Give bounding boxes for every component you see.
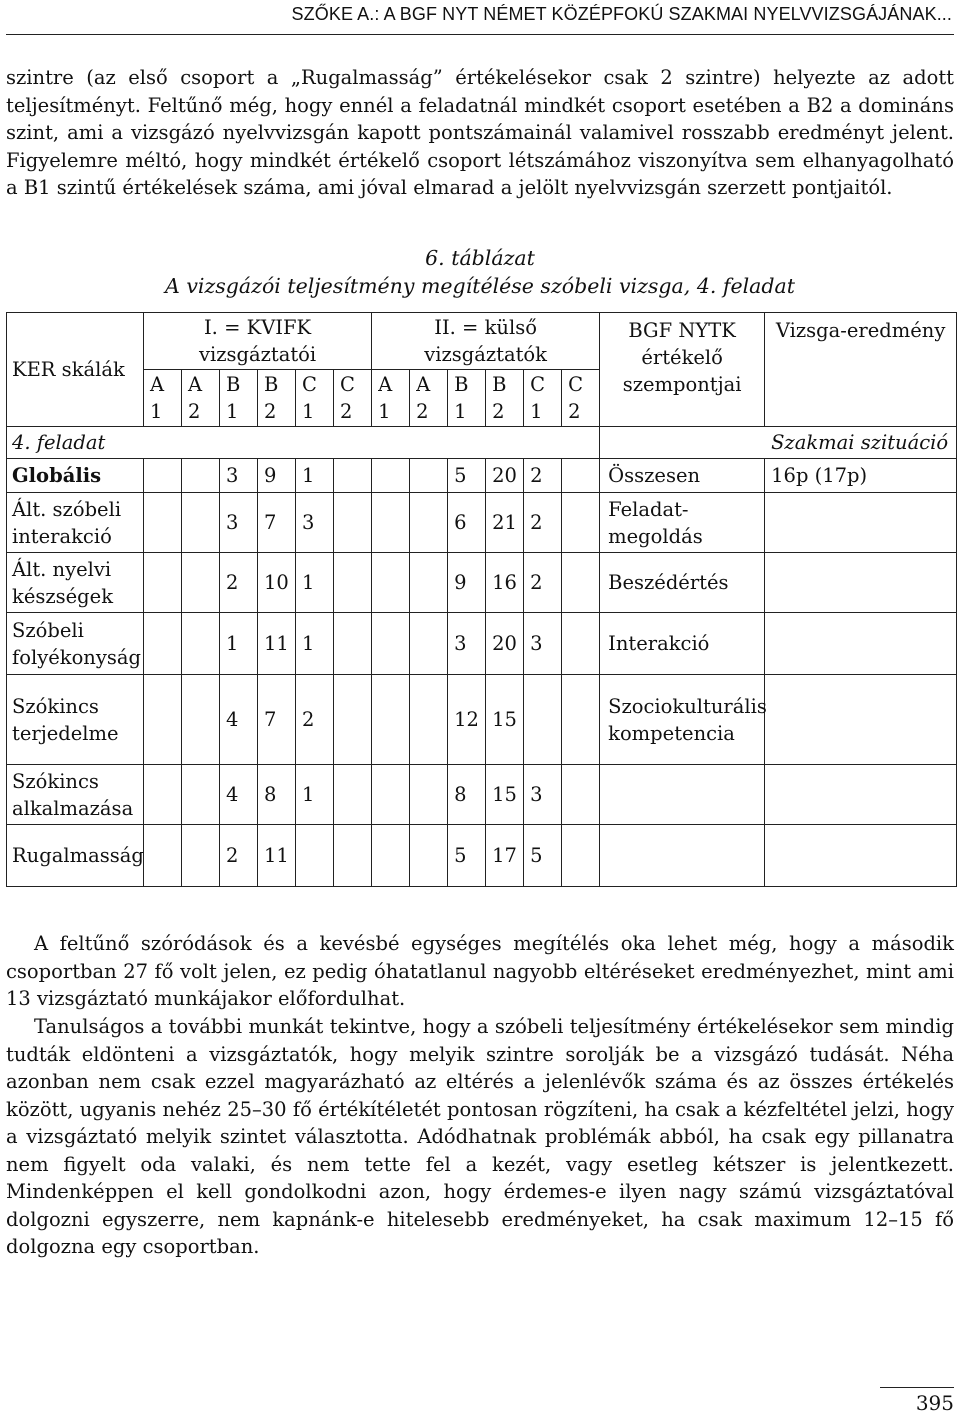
level-letter: B (454, 373, 469, 396)
value-cell (296, 825, 334, 887)
empty-cell (372, 765, 410, 825)
value-cell: 12 (448, 675, 486, 765)
result-cell (765, 825, 957, 887)
group2-header: II. = külső vizsgáztatók (372, 313, 600, 370)
value-cell: 4 (220, 675, 258, 765)
intro-paragraph: szintre (az első csoport a „Rugalmasság” értékelésekor csak 2 szintre) helyezte az adott teljesítményt. Feltűnő még, hogy ennél a feladatnál mindkét csoport esetében a B2 a domináns szint, ami a vizsgázó nyelvvizsgán kapott pontszámainál valamivel rosszabb eredményt jelent. Figyelemre méltó, hogy mindkét értékelő csoport létszámához viszonyítva sem elhanyagolható a B1 szintű értékelések száma, ami jóval elmarad a jelölt nyelvvizsgán szerzett pontjaitól. (6, 66, 954, 199)
value-cell: 2 (524, 553, 562, 613)
empty-cell (334, 553, 372, 613)
level-letter: A (150, 373, 165, 396)
level-header-cell (486, 370, 524, 427)
empty-cell (562, 553, 600, 613)
value-cell: 15 (486, 765, 524, 825)
level-letter: A (378, 373, 393, 396)
value-cell: 16 (486, 553, 524, 613)
value-cell: 3 (448, 613, 486, 675)
value-cell: 2 (220, 825, 258, 887)
table-row (7, 493, 957, 553)
empty-cell (562, 825, 600, 887)
value-cell: 5 (448, 825, 486, 887)
empty-cell (410, 825, 448, 887)
level-letter: B (264, 373, 279, 396)
value-cell: 7 (258, 493, 296, 553)
value-cell: 3 (220, 459, 258, 493)
page-number-rule (880, 1387, 954, 1388)
level-number: 2 (264, 400, 277, 423)
results-table (6, 312, 957, 887)
task-row (7, 427, 957, 459)
value-cell: 3 (524, 613, 562, 675)
value-cell: 3 (220, 493, 258, 553)
level-header-cell (410, 370, 448, 427)
level-number: 1 (454, 400, 467, 423)
empty-cell (144, 613, 182, 675)
header-row-groups (7, 313, 957, 370)
level-letter: B (226, 373, 241, 396)
empty-cell (334, 493, 372, 553)
level-letter: A (416, 373, 431, 396)
value-cell: 3 (296, 493, 334, 553)
empty-cell (144, 459, 182, 493)
row-label: Szókincs alkalmazása (7, 765, 144, 825)
empty-cell (410, 553, 448, 613)
level-header-cell (258, 370, 296, 427)
criterion-cell: Összesen (600, 459, 765, 493)
empty-cell (182, 765, 220, 825)
level-number: 1 (226, 400, 239, 423)
result-cell (765, 613, 957, 675)
empty-cell (334, 675, 372, 765)
value-cell: 10 (258, 553, 296, 613)
empty-cell (144, 675, 182, 765)
criterion-cell: Beszédértés (600, 553, 765, 613)
empty-cell (372, 459, 410, 493)
page-number: 395 (915, 1391, 954, 1415)
value-cell: 7 (258, 675, 296, 765)
value-cell: 1 (296, 613, 334, 675)
empty-cell (410, 459, 448, 493)
empty-cell (410, 613, 448, 675)
table-title: A vizsgázói teljesítmény megítélése szóbeli vizsga, 4. feladat (165, 274, 795, 298)
value-cell: 4 (220, 765, 258, 825)
value-cell: 1 (220, 613, 258, 675)
empty-cell (182, 553, 220, 613)
level-letter: B (492, 373, 507, 396)
level-header-cell (334, 370, 372, 427)
level-header-cell (220, 370, 258, 427)
level-letter: C (302, 373, 317, 396)
criterion-cell: Interakció (600, 613, 765, 675)
value-cell: 1 (296, 459, 334, 493)
level-header-cell (372, 370, 410, 427)
empty-cell (144, 765, 182, 825)
value-cell: 17 (486, 825, 524, 887)
level-number: 2 (568, 400, 581, 423)
situation-label: Szakmai szituáció (600, 427, 957, 459)
empty-cell (144, 553, 182, 613)
table-row (7, 765, 957, 825)
empty-cell (372, 613, 410, 675)
empty-cell (182, 825, 220, 887)
empty-cell (144, 493, 182, 553)
table-row (7, 675, 957, 765)
value-cell: 1 (296, 765, 334, 825)
value-cell: 20 (486, 613, 524, 675)
value-cell: 2 (296, 675, 334, 765)
empty-cell (334, 765, 372, 825)
level-header-cell (448, 370, 486, 427)
level-letter: C (568, 373, 583, 396)
value-cell: 20 (486, 459, 524, 493)
result-header: Vizsga-eredmény (765, 313, 957, 427)
row-label: Globális (7, 459, 144, 493)
level-letter: C (530, 373, 545, 396)
results-table-wrapper (6, 312, 957, 887)
result-cell (765, 493, 957, 553)
value-cell: 2 (220, 553, 258, 613)
value-cell (524, 675, 562, 765)
paragraph-3: Tanulságos a további munkát tekintve, hogy a szóbeli teljesítmény értékelésekor sem mindig tudták eldönteni a vizsgáztatók, hogy melyik szintre sorolják be a vizsgázó tudását. Néha azonban nem csak ezzel magyarázható az eltérés a jelenlévők száma és az összes értékelés között, ugyanis nehéz 25–30 fő értékítéletét pontosan rögzíteni, ha csak a kézfeltétel jelzi, hogy a vizsgáztató melyik szintet választotta. Adódhatnak problémák abból, ha csak egy pillanatra nem figyelt oda valaki, és nem tette fel a kezét, vagy esetleg kétszer is jelentkezett. Mindenképpen el kell gondolkodni azon, hogy érdemes-e ilyen nagy számú vizsgáztatóval dolgozni egyszerre, nem kapnánk-e hitelesebb eredményeket, ha csak maximum 12–15 fő dolgozna egy csoportban. (6, 1015, 954, 1258)
row-label: Rugalmasság (7, 825, 144, 887)
value-cell: 2 (524, 459, 562, 493)
empty-cell (182, 675, 220, 765)
corner-label: KER skálák (7, 313, 144, 427)
empty-cell (334, 613, 372, 675)
table-row (7, 825, 957, 887)
value-cell: 11 (258, 613, 296, 675)
row-label: Ált. nyelvi készségek (7, 553, 144, 613)
value-cell: 1 (296, 553, 334, 613)
value-cell: 6 (448, 493, 486, 553)
empty-cell (334, 825, 372, 887)
criterion-cell (600, 825, 765, 887)
empty-cell (372, 825, 410, 887)
row-label: Szóbeli folyékonyság (7, 613, 144, 675)
table-row (7, 459, 957, 493)
header-rule (6, 34, 954, 35)
value-cell: 5 (524, 825, 562, 887)
level-number: 2 (416, 400, 429, 423)
row-label: Ált. szóbeli interakció (7, 493, 144, 553)
value-cell: 9 (448, 553, 486, 613)
criterion-cell: Feladat-megoldás (600, 493, 765, 553)
table-number: 6. táblázat (425, 246, 535, 270)
level-number: 2 (492, 400, 505, 423)
task-label: 4. feladat (7, 427, 600, 459)
value-cell: 8 (448, 765, 486, 825)
result-cell (765, 675, 957, 765)
empty-cell (372, 675, 410, 765)
value-cell: 5 (448, 459, 486, 493)
empty-cell (410, 493, 448, 553)
running-header: SZŐKE A.: A BGF NYT NÉMET KÖZÉPFOKÚ SZAKMAI NYELVVIZSGÁJÁNAK... (291, 4, 952, 24)
empty-cell (372, 553, 410, 613)
value-cell: 21 (486, 493, 524, 553)
empty-cell (562, 493, 600, 553)
level-number: 1 (302, 400, 315, 423)
empty-cell (410, 675, 448, 765)
row-label: Szókincs terjedelme (7, 675, 144, 765)
empty-cell (182, 613, 220, 675)
level-header-cell (296, 370, 334, 427)
criteria-header: BGF NYTK értékelő szempontjai (600, 313, 765, 427)
level-number: 1 (150, 400, 163, 423)
value-cell: 2 (524, 493, 562, 553)
level-number: 1 (378, 400, 391, 423)
result-cell (765, 765, 957, 825)
value-cell: 15 (486, 675, 524, 765)
value-cell: 8 (258, 765, 296, 825)
result-cell (765, 553, 957, 613)
empty-cell (410, 765, 448, 825)
empty-cell (182, 459, 220, 493)
empty-cell (182, 493, 220, 553)
result-cell: 16p (17p) (765, 459, 957, 493)
empty-cell (562, 613, 600, 675)
value-cell: 9 (258, 459, 296, 493)
level-number: 2 (340, 400, 353, 423)
empty-cell (562, 675, 600, 765)
table-row (7, 613, 957, 675)
level-letter: A (188, 373, 203, 396)
level-header-cell (524, 370, 562, 427)
level-number: 1 (530, 400, 543, 423)
value-cell: 11 (258, 825, 296, 887)
empty-cell (372, 493, 410, 553)
paragraph-2: A feltűnő szóródások és a kevésbé egységes megítélés oka lehet még, hogy a második csoportban 27 fő volt jelen, ez pedig óhatatlanul nagyobb eltéréseket eredményezhet, mint ami 13 vizsgáztató munkájakor előfordulhat. (6, 932, 954, 1010)
empty-cell (562, 459, 600, 493)
empty-cell (144, 825, 182, 887)
level-letter: C (340, 373, 355, 396)
empty-cell (334, 459, 372, 493)
value-cell: 3 (524, 765, 562, 825)
empty-cell (562, 765, 600, 825)
level-header-cell (144, 370, 182, 427)
criterion-cell (600, 765, 765, 825)
criterion-cell: Szociokulturális kompetencia (600, 675, 765, 765)
group1-header: I. = KVIFK vizsgáztatói (144, 313, 372, 370)
level-header-cell (562, 370, 600, 427)
level-number: 2 (188, 400, 201, 423)
table-row (7, 553, 957, 613)
level-header-cell (182, 370, 220, 427)
